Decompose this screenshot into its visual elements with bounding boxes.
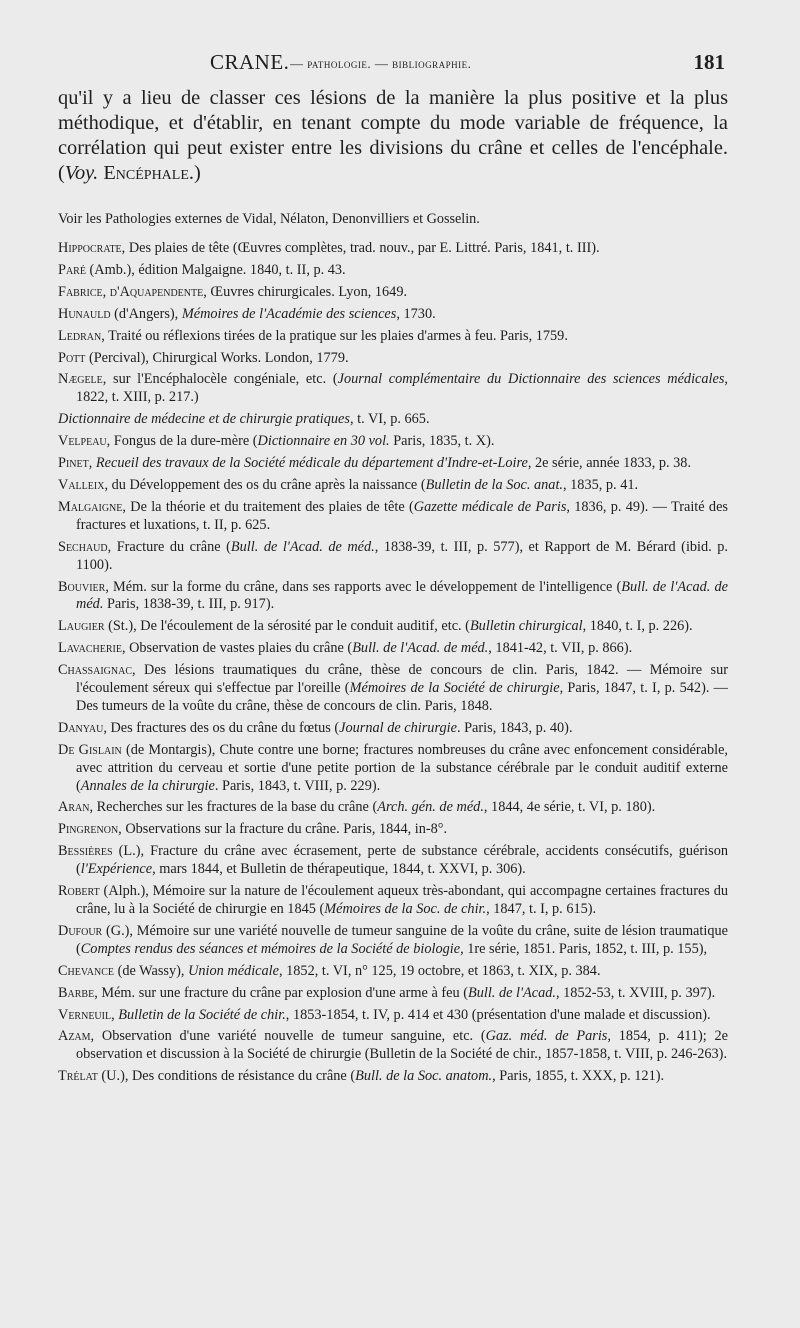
entry-pre: (L.), Fracture du crâne avec écrasement, perte de substance cérébrale, accidents consécutifs, guérison ( xyxy=(76,843,728,878)
entry-author: Bessières xyxy=(58,843,113,860)
entry-pre: (Amb.), édition Malgaigne. 1840, t. II, p. 43. xyxy=(85,261,346,278)
bibliography-entry xyxy=(58,640,728,658)
entry-italic: Mémoires de l'Académie des sciences xyxy=(181,305,397,322)
entry-post: , mars 1844, et Bulletin de thérapeutique, 1844, t. XXVI, p. 306). xyxy=(152,861,526,878)
entry-pre: , sur l'Encéphalocèle congéniale, etc. ( xyxy=(102,371,338,388)
entry-italic: Arch. gén. de méd. xyxy=(377,799,484,816)
entry-author: Chevance xyxy=(58,962,115,979)
bibliography-entry xyxy=(58,477,728,495)
entry-author: Lavacherie xyxy=(58,640,122,657)
entry-pre: , Mém. sur une fracture du crâne par explosion d'une arme à feu ( xyxy=(94,984,468,1001)
entry-post: . Paris, 1843, p. 40). xyxy=(456,719,573,736)
entry-pre: , Des plaies de tête (Œuvres complètes, trad. nouv., par E. Littré. Paris, 1841, t. III). xyxy=(121,240,600,256)
entry-author: Fabrice, d'Aquapendente xyxy=(58,283,204,300)
entry-italic: Union médicale xyxy=(188,962,279,979)
entry-pre: (de Montargis), Chute contre une borne; fractures nombreuses du crâne avec enfoncement considérable, avec attrition du cerveau et sortie d'une petite portion de la substance cérébrale par le conduit auditif externe ( xyxy=(76,741,729,794)
entry-pre: , du Développement des os du crâne après la naissance ( xyxy=(104,476,426,493)
entry-pre: , Des lésions traumatiques du crâne, thèse de concours de clin. Paris, 1842. — Mémoire sur l'écoulement séreux qui s'effectue par l'oreille ( xyxy=(76,662,728,697)
entry-pre: , Traité ou réflexions tirées de la pratique sur les plaies d'armes à feu. Paris, 1759. xyxy=(101,327,568,344)
bibliography-entry xyxy=(58,883,728,919)
entry-italic: Mémoires de la Société de chirurgie xyxy=(349,680,560,697)
entry-pre: , Œuvres chirurgicales. Lyon, 1649. xyxy=(203,283,408,300)
bibliography xyxy=(58,206,728,1090)
bibliography-entry xyxy=(58,985,728,1003)
entry-post: , 1836, p. 49). — Traité des fractures et luxations, t. II, p. 625. xyxy=(76,498,728,533)
entry-author: Barbe xyxy=(58,984,95,1001)
entry-italic: Bull. de l'Acad. xyxy=(467,984,556,1001)
bibliography-entry xyxy=(58,1028,728,1064)
entry-italic: Bulletin de la Soc. anat. xyxy=(425,476,563,493)
lead-ref: Encéphale xyxy=(103,162,189,184)
bibliography-entry xyxy=(58,1007,728,1025)
entry-pre: , xyxy=(111,1006,119,1023)
entry-post: , 1854, p. 411); 2e observation et discussion à la Société de chirurgie (Bulletin de la Société de chir., 1857-1858, t. VIII, p. 246-263). xyxy=(76,1028,729,1063)
bibliography-entry xyxy=(58,433,728,451)
entry-post: , Paris, 1855, t. XXX, p. 121). xyxy=(492,1068,665,1085)
entry-italic: Recueil des travaux de la Société médicale du département d'Indre-et-Loire xyxy=(95,455,528,472)
entry-pre: (d'Angers), xyxy=(110,305,182,322)
header-title: CRANE. xyxy=(210,50,290,74)
bibliography-entry xyxy=(58,306,728,324)
entry-author: Nægele xyxy=(58,371,103,388)
entry-italic: Gaz. méd. de Paris xyxy=(485,1028,608,1045)
entry-author: Verneuil xyxy=(58,1006,112,1023)
bibliography-entry xyxy=(58,618,728,636)
bibliography-entry xyxy=(58,350,728,368)
entry-italic: Mémoires de la Soc. de chir. xyxy=(324,901,487,917)
entry-author: Valleix xyxy=(58,476,105,493)
bibliography-entry xyxy=(58,963,728,981)
entry-author: Danyau xyxy=(58,719,104,736)
entry-post: , 1re série, 1851. Paris, 1852, t. III, p. 155), xyxy=(460,940,708,957)
bibliography-entry xyxy=(58,923,728,959)
lead-text: qu'il y a lieu de classer ces lésions de la manière la plus positive et la plus méthodique, et d'établir, en tenant compte du mode variable de fréquence, la corrélation qui peut exister entre les divisions du crâne et celles de l'encéphale. ( xyxy=(58,87,728,184)
entry-pre: , Des fractures des os du crâne du fœtus ( xyxy=(103,719,340,736)
entry-pre: , Observations sur la fracture du crâne. Paris, 1844, in-8°. xyxy=(118,821,448,838)
entry-author: Pinet xyxy=(58,455,89,472)
entry-author: Malgaigne xyxy=(58,498,123,515)
entry-post: , 1838-39, t. III, p. 577), et Rapport de M. Bérard (ibid. p. 1100). xyxy=(76,538,728,573)
entry-post: , 1847, t. I, p. 615). xyxy=(486,901,597,917)
page-number: 181 xyxy=(693,50,725,74)
lead-paragraph xyxy=(58,86,728,186)
entry-author: Pingrenon xyxy=(58,821,119,838)
entry-post: , Paris, 1847, t. I, p. 542). — Des tumeurs de la voûte du crâne, thèse de concours de clin. Paris, 1848. xyxy=(76,680,728,714)
entry-author: Velpeau xyxy=(58,433,107,450)
entry-pre: (G.), Mémoire sur une variété nouvelle de tumeur sanguine de la voûte du crâne, suite de lésion traumatique ( xyxy=(76,922,728,957)
entry-pre: , Mém. sur la forme du crâne, dans ses rapports avec le développement de l'intelligence ( xyxy=(105,578,622,595)
entry-italic: Bulletin chirurgical xyxy=(469,618,583,635)
entry-pre: , De la théorie et du traitement des plaies de tête ( xyxy=(122,498,414,515)
bibliography-entry xyxy=(58,662,728,716)
bibliography-entry xyxy=(58,742,728,796)
entry-post: , 1840, t. I, p. 226). xyxy=(582,618,693,635)
entry-post: , 1835, p. 41. xyxy=(563,476,639,493)
entry-author: Robert xyxy=(58,883,100,900)
bibliography-entry xyxy=(58,284,728,302)
entry-author: Pott xyxy=(58,349,86,366)
entry-italic: Bull. de l'Acad. de méd. xyxy=(230,538,375,555)
entry-italic: Journal de chirurgie xyxy=(339,719,457,736)
bibliography-entry xyxy=(58,799,728,817)
entry-post: . Paris, 1843, t. VIII, p. 229). xyxy=(214,777,381,794)
entry-pre: (de Wassy), xyxy=(114,962,189,979)
bibliography-entry xyxy=(58,455,728,473)
bibliography-entry xyxy=(58,371,728,407)
entry-author: Trélat xyxy=(58,1068,98,1085)
entry-author: Paré xyxy=(58,261,86,278)
bibliography-entry xyxy=(58,499,728,535)
entry-italic: Journal complémentaire du Dictionnaire des sciences médicales xyxy=(337,371,725,388)
lead-voy: Voy. xyxy=(64,162,99,184)
running-header xyxy=(60,50,725,78)
entry-italic: Dictionnaire en 30 vol. xyxy=(257,433,390,450)
bibliography-entry xyxy=(58,240,728,258)
bibliography-entry xyxy=(58,579,728,615)
entry-pre: , Fracture du crâne ( xyxy=(107,538,231,555)
entry-post: , 1852, t. VI, n° 125, 19 octobre, et 1863, t. XIX, p. 384. xyxy=(278,962,601,979)
entry-pre: , Observation d'une variété nouvelle de tumeur sanguine, etc. ( xyxy=(90,1028,486,1045)
entry-author: Ledran xyxy=(58,327,102,344)
bibliography-entry xyxy=(58,411,728,429)
entry-author: Hippocrate xyxy=(58,240,122,256)
entry-italic: l'Expérience xyxy=(80,861,153,878)
entry-italic: Bull. de la Soc. anatom. xyxy=(355,1068,493,1085)
entry-post: , 1852-53, t. XVIII, p. 397). xyxy=(556,984,716,1001)
entry-author: Chassaignac xyxy=(58,662,132,679)
bibliography-intro: Voir les Pathologies externes de Vidal, Nélaton, Denonvilliers et Gosselin. xyxy=(58,211,480,227)
entry-pre: , Fongus de la dure-mère ( xyxy=(106,433,258,450)
entry-post: , 1844, 4e série, t. VI, p. 180). xyxy=(483,799,656,816)
entry-post: Paris, 1835, t. X). xyxy=(389,433,495,450)
lead-end: .) xyxy=(188,162,201,184)
entry-post: , t. VI, p. 665. xyxy=(349,411,430,428)
entry-pre: (St.), De l'écoulement de la sérosité par le conduit auditif, etc. ( xyxy=(104,618,470,635)
bibliography-entry xyxy=(58,843,728,879)
entry-italic: Bull. de l'Acad. de méd. xyxy=(352,640,489,657)
entry-pre: , xyxy=(88,455,96,472)
entry-author: Bouvier xyxy=(58,578,106,595)
bibliography-entry xyxy=(58,328,728,346)
entry-post: , 2e série, année 1833, p. 38. xyxy=(527,455,692,472)
bibliography-entry xyxy=(58,720,728,738)
entry-italic: Dictionnaire de médecine et de chirurgie pratiques xyxy=(58,411,350,428)
entry-author: Aran xyxy=(58,799,90,816)
bibliography-entry xyxy=(58,539,728,575)
entry-italic: Bull. de l'Acad. de méd. xyxy=(76,578,728,613)
bibliography-entry xyxy=(58,821,728,839)
entry-post: Paris, 1838-39, t. III, p. 917). xyxy=(103,596,275,613)
entry-author: Sechaud xyxy=(58,538,108,555)
entry-post: , 1822, t. XIII, p. 217.) xyxy=(76,371,728,406)
entry-post: , 1841-42, t. VII, p. 866). xyxy=(488,640,633,657)
entry-author: Hunauld xyxy=(58,305,111,322)
entry-author: Laugier xyxy=(58,618,105,635)
entry-italic: Bulletin de la Société de chir. xyxy=(118,1006,286,1023)
entry-italic: Gazette médicale de Paris xyxy=(413,498,567,515)
entry-post: , 1853-1854, t. IV, p. 414 et 430 (présentation d'une malade et discussion). xyxy=(285,1006,711,1023)
header-subtitle: — pathologie. — bibliographie. xyxy=(290,56,472,71)
bibliography-entry xyxy=(58,1068,728,1086)
entry-author: De Gislain xyxy=(58,741,122,758)
entry-pre: , Observation de vastes plaies du crâne ( xyxy=(121,640,353,657)
entry-author: Azam xyxy=(58,1028,91,1045)
entry-pre: (Percival), Chirurgical Works. London, 1779. xyxy=(85,349,349,366)
bibliography-entry xyxy=(58,262,728,280)
entry-pre: , Recherches sur les fractures de la base du crâne ( xyxy=(89,799,378,816)
entry-italic: Comptes rendus des séances et mémoires de la Société de biologie xyxy=(80,940,461,957)
entry-pre: (U.), Des conditions de résistance du crâne ( xyxy=(97,1068,356,1085)
entry-pre: (Alph.), Mémoire sur la nature de l'écoulement aqueux très-abondant, qui accompagne certaines fractures du crâne, lu à la Société de chirurgie en 1845 ( xyxy=(76,883,728,917)
entry-italic: Annales de la chirurgie xyxy=(80,777,215,794)
bibliography-list xyxy=(58,240,728,1086)
entry-post: , 1730. xyxy=(396,305,436,322)
entry-author: Dufour xyxy=(58,922,103,939)
